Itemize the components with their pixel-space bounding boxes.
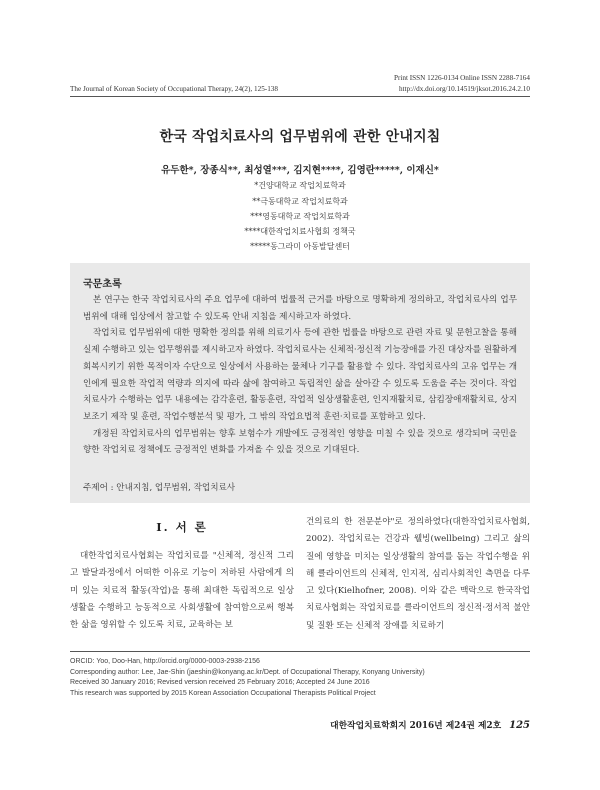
affiliation-2: **극동대학교 작업치료학과 (252, 197, 348, 206)
affiliation-3: ***영동대학교 작업치료학과 (250, 212, 350, 221)
right-column-part-1: 건의료의 한 전문분야"로 정의하였다(대한작업치료사협회, 2002). 작업치료는 건강과 웰빙(wellbeing) 그리고 삶의 질에 영향을 미치는 일상생활의 참여를 돕는 작업수행을 위해 클라이언트의 신체적, 인지적, 심리사회적인 측면을 다루고 있다(Kielhofner, 2008). (306, 517, 530, 597)
footnote-received: Received 30 January 2016; Revised version received 25 February 2016; Accepted 24 June 2016 (70, 679, 370, 687)
keywords: 주제어 : 안내지침, 업무범위, 작업치료사 (83, 483, 236, 493)
right-column (306, 514, 530, 635)
abstract-paragraph: 작업치료 업무범위에 대한 명확한 정의를 위해 의료기사 등에 관한 법률을 바탕으로 관련 자료 및 문헌고찰을 통해 실제 수행하고 있는 업무행위를 제시하고자 하였다. 작업치료사는 신체적·정신적 기능장애를 가진 대상자를 원활하게 회복시키기 위한 목적이자 수단으로 일상에서 사용하는 물체나 기구를 활용할 수 있다. 작업치료사의 고유 업무는 개인에게 필요한 작업적 역량과 의지에 따라 삶에 참여하고 독립적인 삶을 살아갈 수 있도록 도움을 주는 것이다. 작업치료사가 수행하는 업무 내용에는 감각훈련, 활동훈련, 작업적 일상생활훈련, 인지재활치료, 삼킴장애재활치료, 상지보조기 제작 및 훈련, 작업수행분석 및 평가, 그 밖의 작업요법적 훈련·치료를 포함하고 있다. (83, 328, 517, 422)
journal-citation: The Journal of Korean Society of Occupational Therapy, 24(2), 125-138 (70, 85, 278, 93)
paper-title: 한국 작업치료사의 업무범위에 관한 안내지침 (159, 129, 441, 145)
left-column (70, 548, 294, 634)
page-number: 125 (509, 720, 530, 731)
affiliation-5: *****동그라미 아동발달센터 (250, 242, 350, 251)
section-heading: Ⅰ. 서 론 (156, 520, 208, 534)
abstract-paragraph: 본 연구는 한국 작업치료사의 주요 업무에 대하여 법률적 근거를 바탕으로 명확하게 정의하고, 작업치료사의 업무범위에 대해 임상에서 참고할 수 있도록 안내 지침을 제시하고자 하였다. (83, 295, 517, 322)
right-column-text (306, 514, 530, 635)
abstract-paragraph: 개정된 작업치료사의 업무범위는 향후 보험수가 개발에도 긍정적인 영향을 미칠 수 있을 것으로 생각되며 국민을 향한 작업치료 정책에도 긍정적인 변화를 가져올 수 있을 것으로 기대된다. (83, 428, 517, 456)
left-column-text: 대한작업치료사협회는 작업치료를 "신체적, 정신적 그리고 발달과정에서 어떠한 이유로 기능이 저하된 사람에게 의미 있는 치료적 활동(작업)을 통해 최대한 독립적으로 일상생활을 수행하고 능동적으로 사회생활에 참여함으로써 행복한 삶을 영위할 수 있도록 치료, 교육하는 보 (70, 551, 294, 631)
author-list: 유두한*, 장종식**, 최성열***, 김지현****, 김영란*****, 이재신* (161, 165, 439, 176)
footnote-rule (70, 651, 530, 652)
footnote-corresponding: Corresponding author: Lee, Jae-Shin (jaeshin@konyang.ac.kr/Dept. of Occupational Therapy, Konyang University) (70, 668, 425, 676)
header-rule (70, 96, 530, 97)
affiliation-1: *건양대학교 작업치료학과 (254, 181, 346, 190)
footnotes (70, 657, 530, 699)
page-footer (330, 718, 530, 731)
issn-line: Print ISSN 1226-0134 Online ISSN 2288-7164 (394, 74, 530, 82)
doi-link[interactable]: http://dx.doi.org/10.14519/jksot.2016.24.2.10 (398, 85, 530, 93)
abstract-body (83, 292, 517, 459)
footnote-funding: This research was supported by 2015 Korean Association Occupational Therapists Political Project (70, 689, 376, 697)
right-column-part-2: 이와 같은 맥락으로 한국작업치료사협회는 작업치료를 클라이언트의 정신적·정서적 불안 및 질환 또는 신체적 장애를 치료하기 (306, 586, 531, 631)
affiliation-4: ****대한작업치료사협회 정책국 (244, 227, 356, 236)
footnote-orcid: ORCID: Yoo, Doo-Han, http://orcid.org/0000-0003-2938-2156 (70, 658, 260, 665)
footer-journal: 대한작업치료학회지 2016년 제24권 제2호 (330, 721, 502, 731)
abstract-heading: 국문초록 (83, 279, 122, 290)
